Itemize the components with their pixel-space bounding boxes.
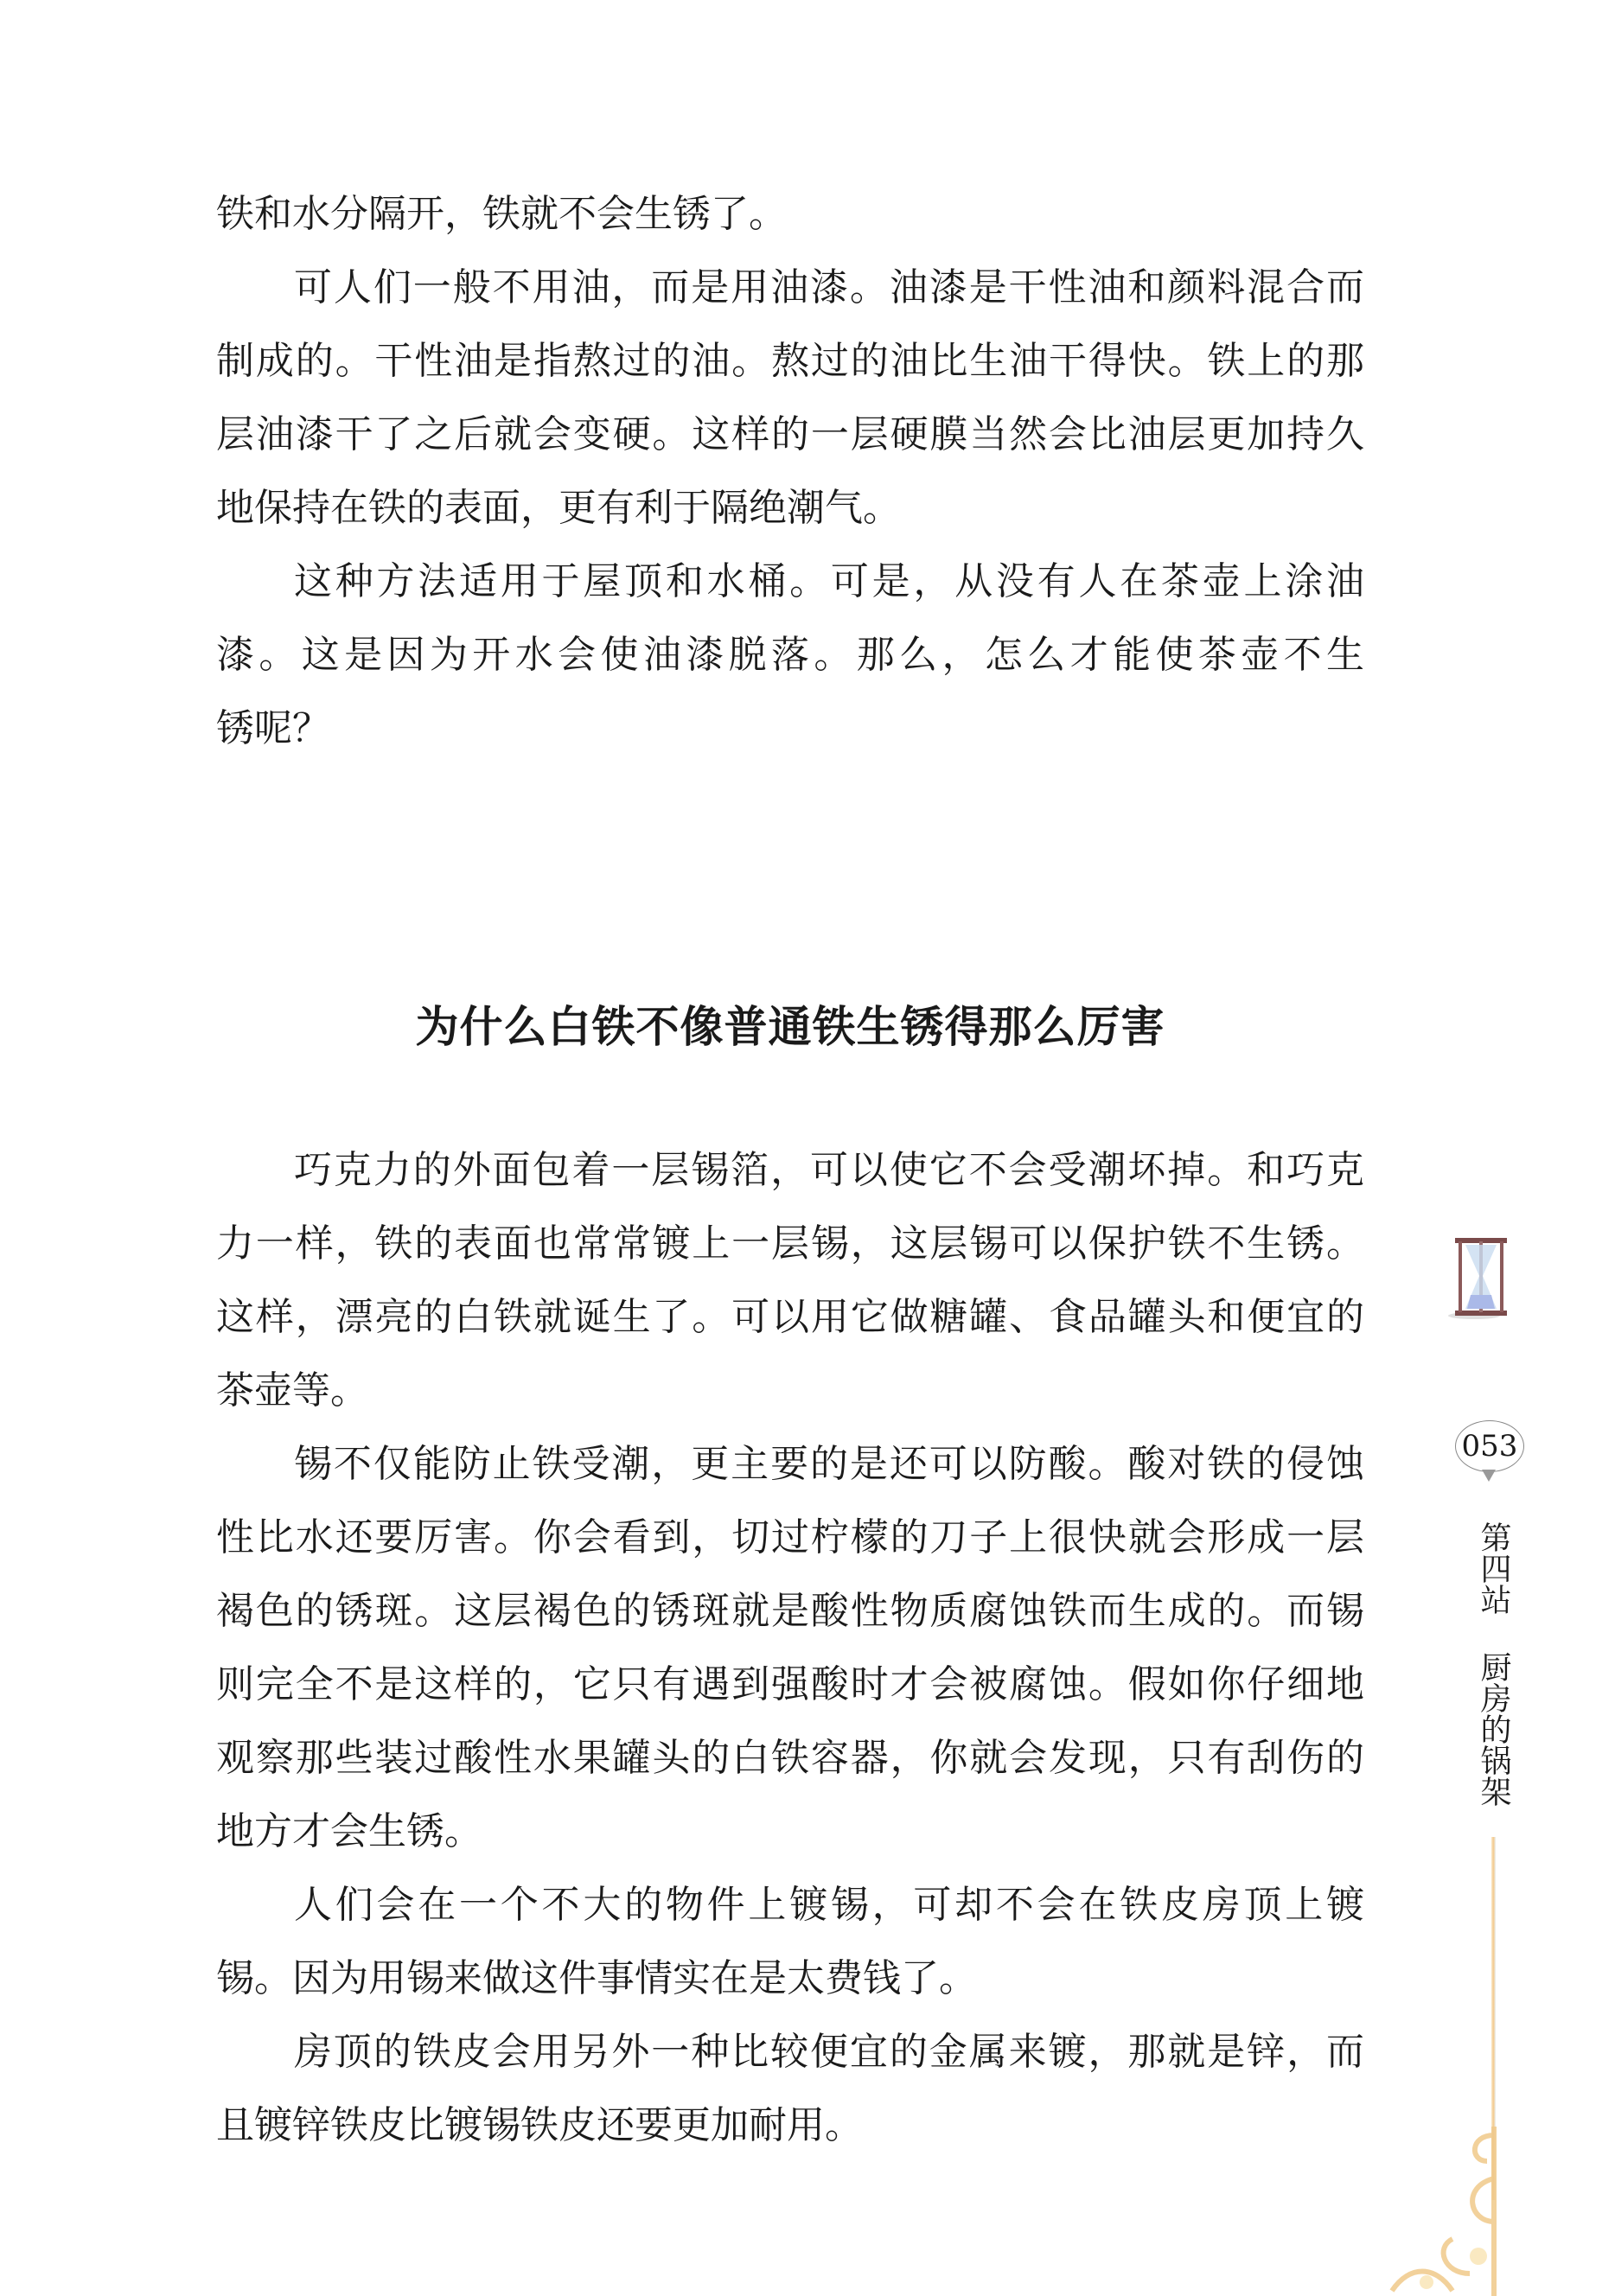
section-title: 为什么白铁不像普通铁生锈得那么厉害 bbox=[415, 1002, 1165, 1052]
text-line: 锡。因为用锡来做这件事情实在是太费钱了。 bbox=[216, 1956, 977, 2000]
text-line: 制成的。干性油是指熬过的油。熬过的油比生油干得快。铁上的那 bbox=[216, 339, 1364, 383]
text-line: 层油漆干了之后就会变硬。这样的一层硬膜当然会比油层更加持久 bbox=[216, 412, 1364, 456]
text-line: 地保持在铁的表面，更有利于隔绝潮气。 bbox=[216, 486, 901, 530]
text-line: 观察那些装过酸性水果罐头的白铁容器，你就会发现，只有刮伤的 bbox=[216, 1736, 1364, 1780]
text-line: 褐色的锈斑。这层褐色的锈斑就是酸性物质腐蚀铁而生成的。而锡 bbox=[216, 1589, 1364, 1633]
text-line: 力一样，铁的表面也常常镀上一层锡，这层锡可以保护铁不生锈。 bbox=[216, 1221, 1364, 1266]
text-line: 这样，漂亮的白铁就诞生了。可以用它做糖罐、食品罐头和便宜的 bbox=[216, 1295, 1364, 1339]
station-label: 第四站 bbox=[1476, 1521, 1511, 1615]
text-line: 铁和水分隔开，铁就不会生锈了。 bbox=[216, 192, 787, 236]
page-number: 053 bbox=[1455, 1420, 1524, 1472]
text-line: 锡不仅能防止铁受潮，更主要的是还可以防酸。酸对铁的侵蚀 bbox=[294, 1442, 1364, 1486]
hourglass-icon bbox=[1448, 1234, 1514, 1321]
text-line: 房顶的铁皮会用另外一种比较便宜的金属来镀，那就是锌，而 bbox=[294, 2030, 1364, 2074]
text-line: 巧克力的外面包着一层锡箔，可以使它不会受潮坏掉。和巧克 bbox=[294, 1148, 1364, 1192]
corner-ornament-icon bbox=[1366, 2127, 1504, 2296]
text-line: 则完全不是这样的，它只有遇到强酸时才会被腐蚀。假如你仔细地 bbox=[216, 1662, 1364, 1706]
text-line: 锈呢？ bbox=[216, 706, 330, 750]
page-number-pointer bbox=[1482, 1470, 1496, 1482]
section1-body bbox=[216, 177, 1364, 765]
section2-body bbox=[216, 1133, 1364, 2162]
text-line: 地方才会生锈。 bbox=[216, 1809, 482, 1853]
text-line: 且镀锌铁皮比镀锡铁皮还要更加耐用。 bbox=[216, 2103, 863, 2147]
text-line: 漆。这是因为开水会使油漆脱落。那么，怎么才能使茶壶不生 bbox=[216, 633, 1364, 677]
text-line: 茶壶等。 bbox=[216, 1368, 368, 1413]
text-line: 这种方法适用于屋顶和水桶。可是，从没有人在茶壶上涂油 bbox=[294, 559, 1364, 603]
text-line: 可人们一般不用油，而是用油漆。油漆是干性油和颜料混合而 bbox=[294, 265, 1364, 309]
chapter-label: 厨房的锅架 bbox=[1476, 1651, 1511, 1807]
text-line: 性比水还要厉害。你会看到，切过柠檬的刀子上很快就会形成一层 bbox=[216, 1515, 1364, 1559]
text-line: 人们会在一个不大的物件上镀锡，可却不会在铁皮房顶上镀 bbox=[294, 1883, 1364, 1927]
